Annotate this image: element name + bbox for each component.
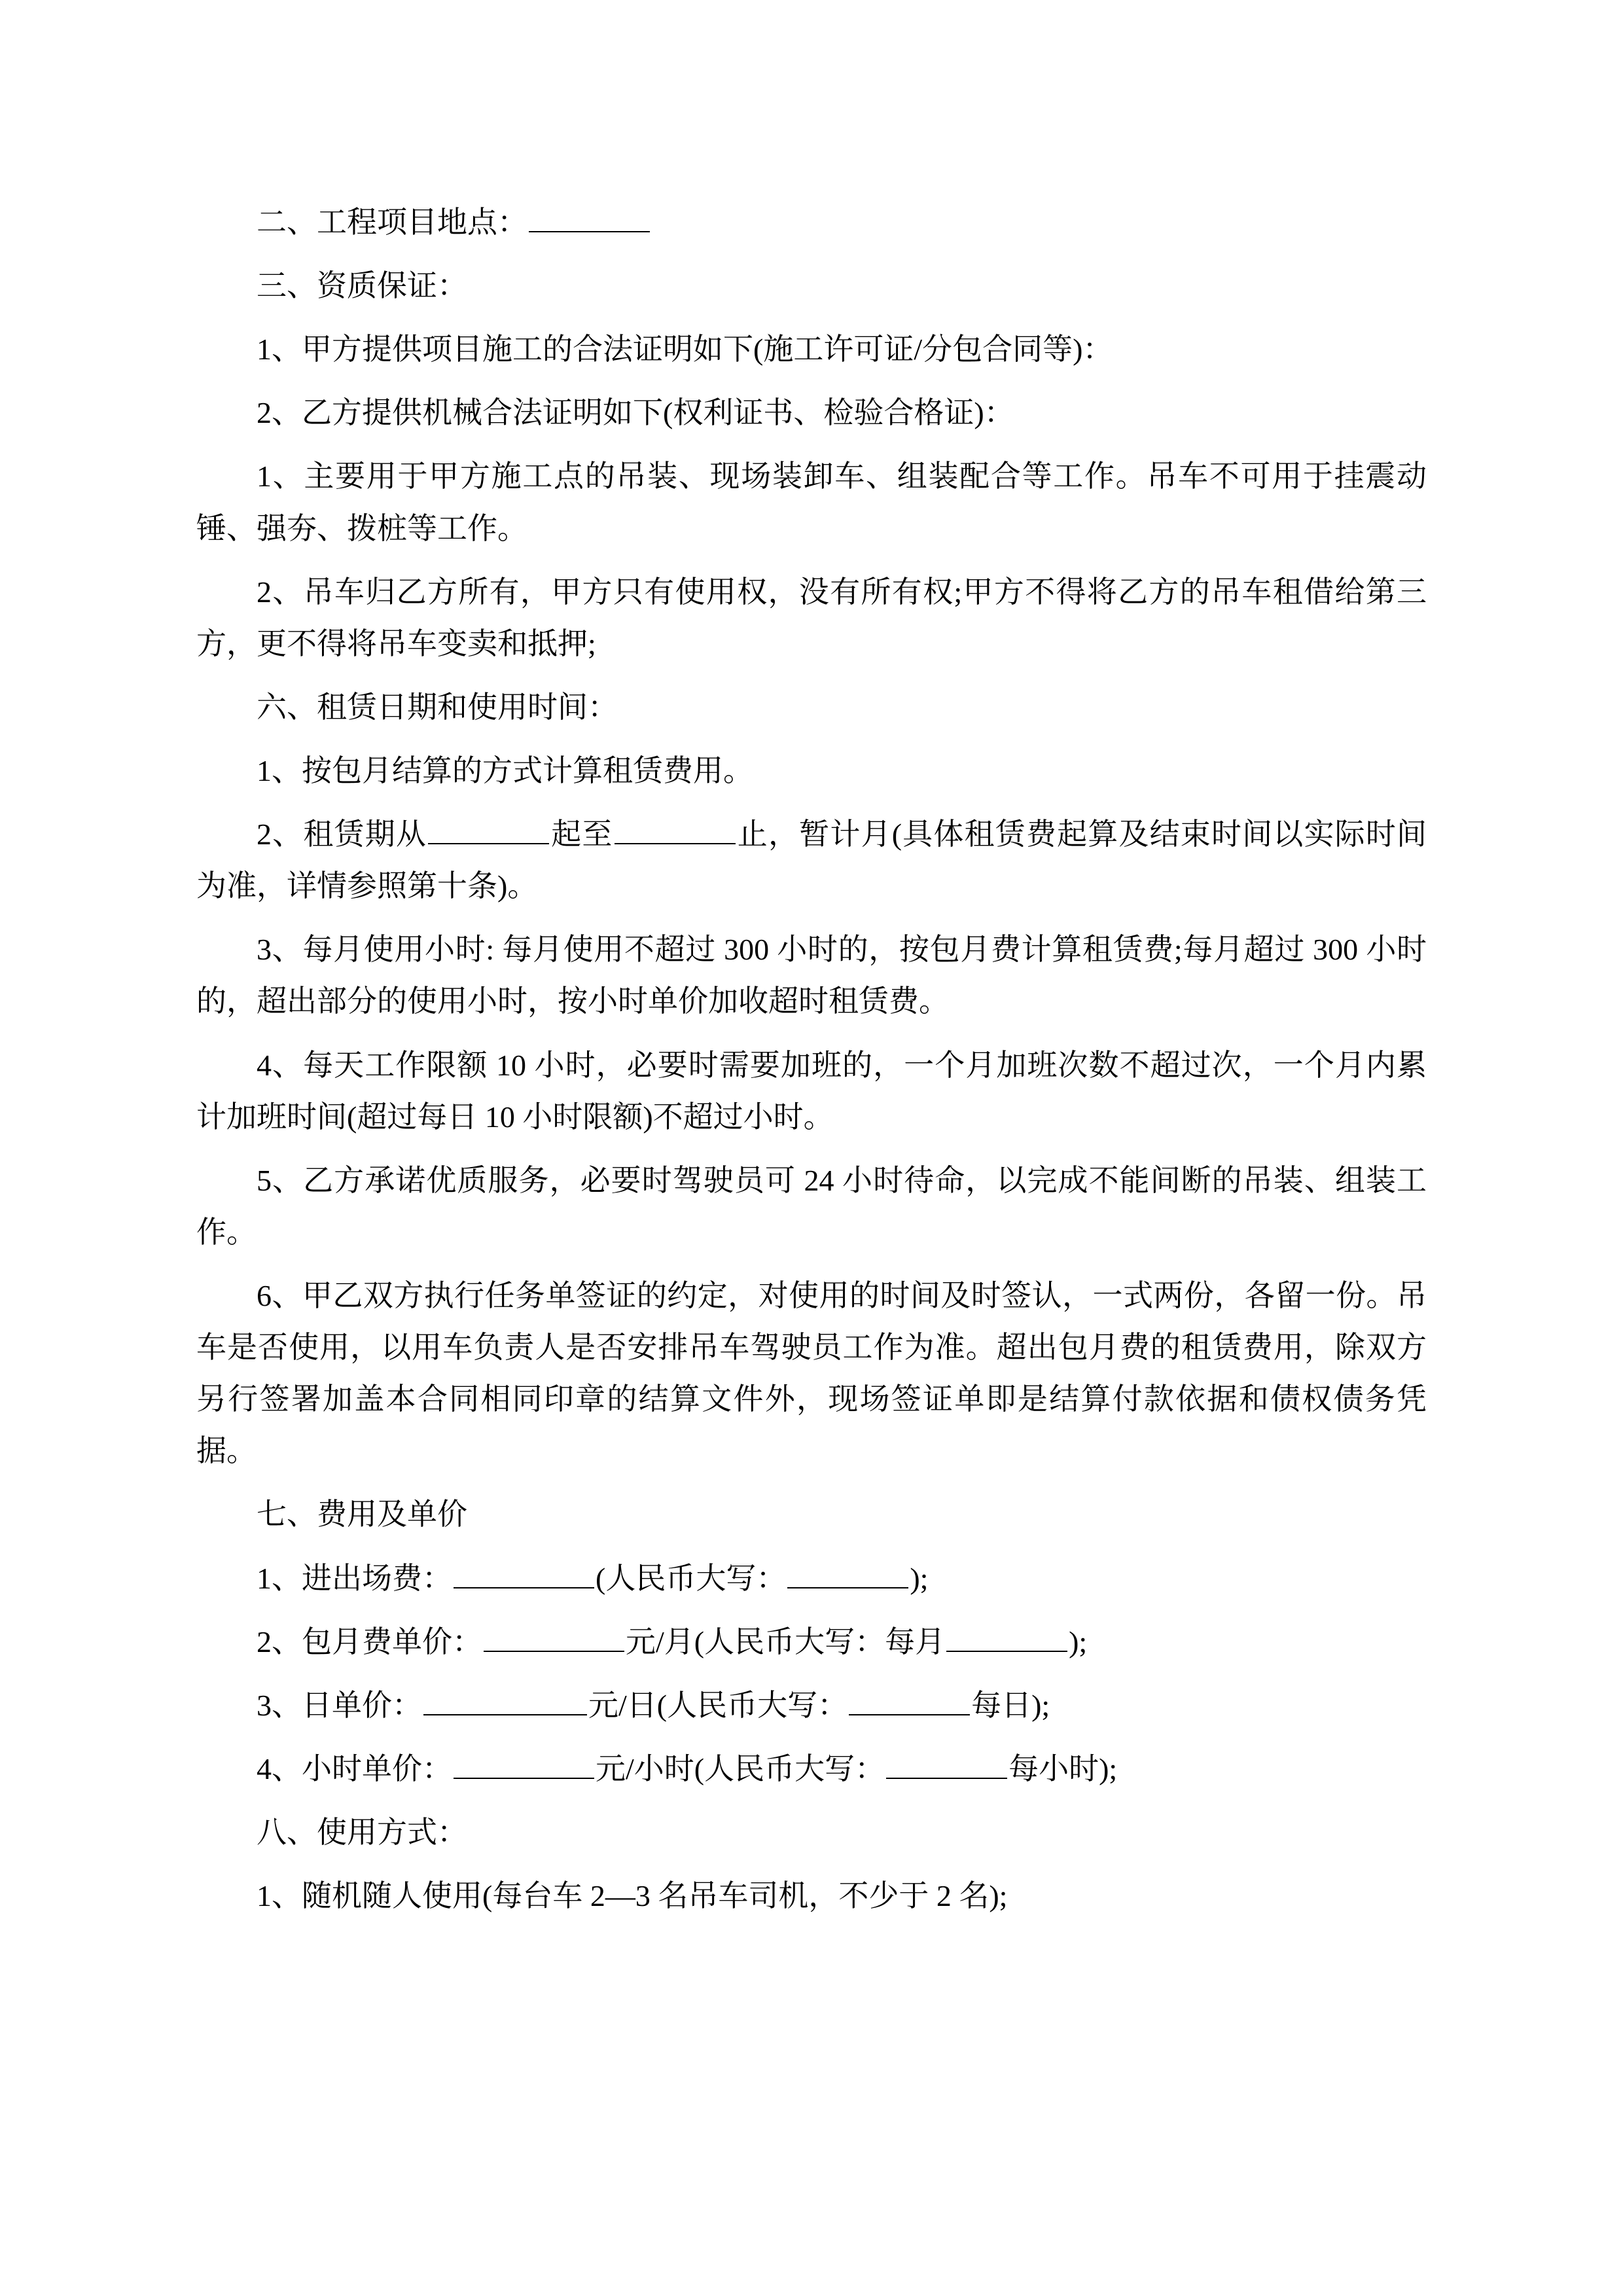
paragraph-p19	[196, 1806, 1427, 1858]
paragraph-text: 二、工程项目地点：	[257, 206, 527, 239]
paragraph-text: 2、租赁期从	[257, 817, 427, 852]
fill-in-blank[interactable]	[428, 810, 549, 845]
fill-in-blank[interactable]	[787, 1554, 908, 1588]
fill-in-blank[interactable]	[615, 810, 736, 845]
paragraph-p1	[196, 196, 1427, 248]
paragraph-p18	[196, 1743, 1427, 1795]
paragraph-p20	[196, 1870, 1427, 1922]
paragraph-text: (人民币大写：	[596, 1561, 787, 1595]
paragraph-text: 1、主要用于甲方施工点的吊装、现场装卸车、组装配合等工作。吊车不可用于挂震动锤、强夯、拨桩等工作。	[196, 459, 1427, 545]
fill-in-blank[interactable]	[946, 1617, 1067, 1652]
document-body	[196, 196, 1427, 1922]
paragraph-text: 起至	[550, 817, 613, 852]
paragraph-text: 3、日单价：	[257, 1688, 422, 1722]
fill-in-blank[interactable]	[529, 198, 650, 232]
paragraph-p8	[196, 745, 1427, 797]
paragraph-text: 六、租赁日期和使用时间：	[257, 690, 618, 724]
paragraph-p11	[196, 1039, 1427, 1143]
paragraph-p6	[196, 566, 1427, 670]
paragraph-text: 2、包月费单价：	[257, 1624, 482, 1659]
paragraph-p15	[196, 1552, 1427, 1604]
paragraph-text: 5、乙方承诺优质服务，必要时驾驶员可 24 小时待命，以完成不能间断的吊装、组装工作。	[196, 1163, 1427, 1249]
paragraph-text: 1、甲方提供项目施工的合法证明如下(施工许可证/分包合同等)：	[257, 332, 1113, 367]
paragraph-text: 1、随机随人使用(每台车 2—3 名吊车司机，不少于 2 名);	[257, 1879, 1008, 1913]
paragraph-text: 3、每月使用小时: 每月使用不超过 300 小时的，按包月费计算租赁费;每月超过 300 小时的，超出部分的使用小时，按小时单价加收超时租赁费。	[196, 933, 1427, 1018]
paragraph-p2	[196, 260, 1427, 312]
paragraph-p3	[196, 323, 1427, 375]
paragraph-p4	[196, 387, 1427, 439]
paragraph-text: 七、费用及单价	[257, 1498, 467, 1532]
paragraph-text: 每日);	[971, 1688, 1050, 1722]
paragraph-text: 1、进出场费：	[257, 1561, 452, 1595]
paragraph-text: 三、资质保证：	[257, 269, 467, 303]
paragraph-p16	[196, 1616, 1427, 1668]
fill-in-blank[interactable]	[849, 1681, 970, 1715]
paragraph-text: 2、乙方提供机械合法证明如下(权利证书、检验合格证)：	[257, 396, 1014, 430]
paragraph-text: 每小时);	[1008, 1751, 1118, 1785]
paragraph-text: 2、吊车归乙方所有，甲方只有使用权，没有所有权;甲方不得将乙方的吊车租借给第三方，更不得将吊车变卖和抵押;	[196, 575, 1427, 660]
fill-in-blank[interactable]	[423, 1681, 587, 1715]
paragraph-p7	[196, 681, 1427, 733]
paragraph-p12	[196, 1155, 1427, 1258]
paragraph-text: );	[1069, 1624, 1088, 1659]
fill-in-blank[interactable]	[454, 1744, 594, 1779]
paragraph-text: 元/日(人民币大写：	[588, 1688, 848, 1722]
paragraph-p14	[196, 1488, 1427, 1540]
paragraph-text: );	[910, 1561, 929, 1595]
fill-in-blank[interactable]	[454, 1554, 594, 1588]
paragraph-text: 6、甲乙双方执行任务单签证的约定，对使用的时间及时签认，一式两份，各留一份。吊车是否使用，以用车负责人是否安排吊车驾驶员工作为准。超出包月费的租赁费用，除双方另行签署加盖本合同相同印章的结算文件外，现场签证单即是结算付款依据和债权债务凭据。	[196, 1278, 1427, 1468]
paragraph-text: 4、每天工作限额 10 小时，必要时需要加班的，一个月加班次数不超过次，一个月内累计加班时间(超过每日 10 小时限额)不超过小时。	[196, 1048, 1427, 1134]
paragraph-p10	[196, 924, 1427, 1027]
paragraph-p9	[196, 808, 1427, 912]
paragraph-p5	[196, 450, 1427, 554]
paragraph-text: 八、使用方式：	[257, 1815, 467, 1849]
paragraph-p17	[196, 1679, 1427, 1731]
paragraph-text: 元/小时(人民币大写：	[596, 1751, 885, 1785]
paragraph-text: 止，暂计月(具体租赁费起算及结束时间以实际时间为准，详情参照第十条)。	[196, 817, 1427, 903]
paragraph-text: 元/月(人民币大写：每月	[626, 1624, 946, 1659]
fill-in-blank[interactable]	[484, 1617, 624, 1652]
paragraph-text: 1、按包月结算的方式计算租赁费用。	[257, 753, 753, 787]
fill-in-blank[interactable]	[886, 1744, 1007, 1779]
paragraph-p13	[196, 1270, 1427, 1477]
paragraph-text: 4、小时单价：	[257, 1751, 452, 1785]
